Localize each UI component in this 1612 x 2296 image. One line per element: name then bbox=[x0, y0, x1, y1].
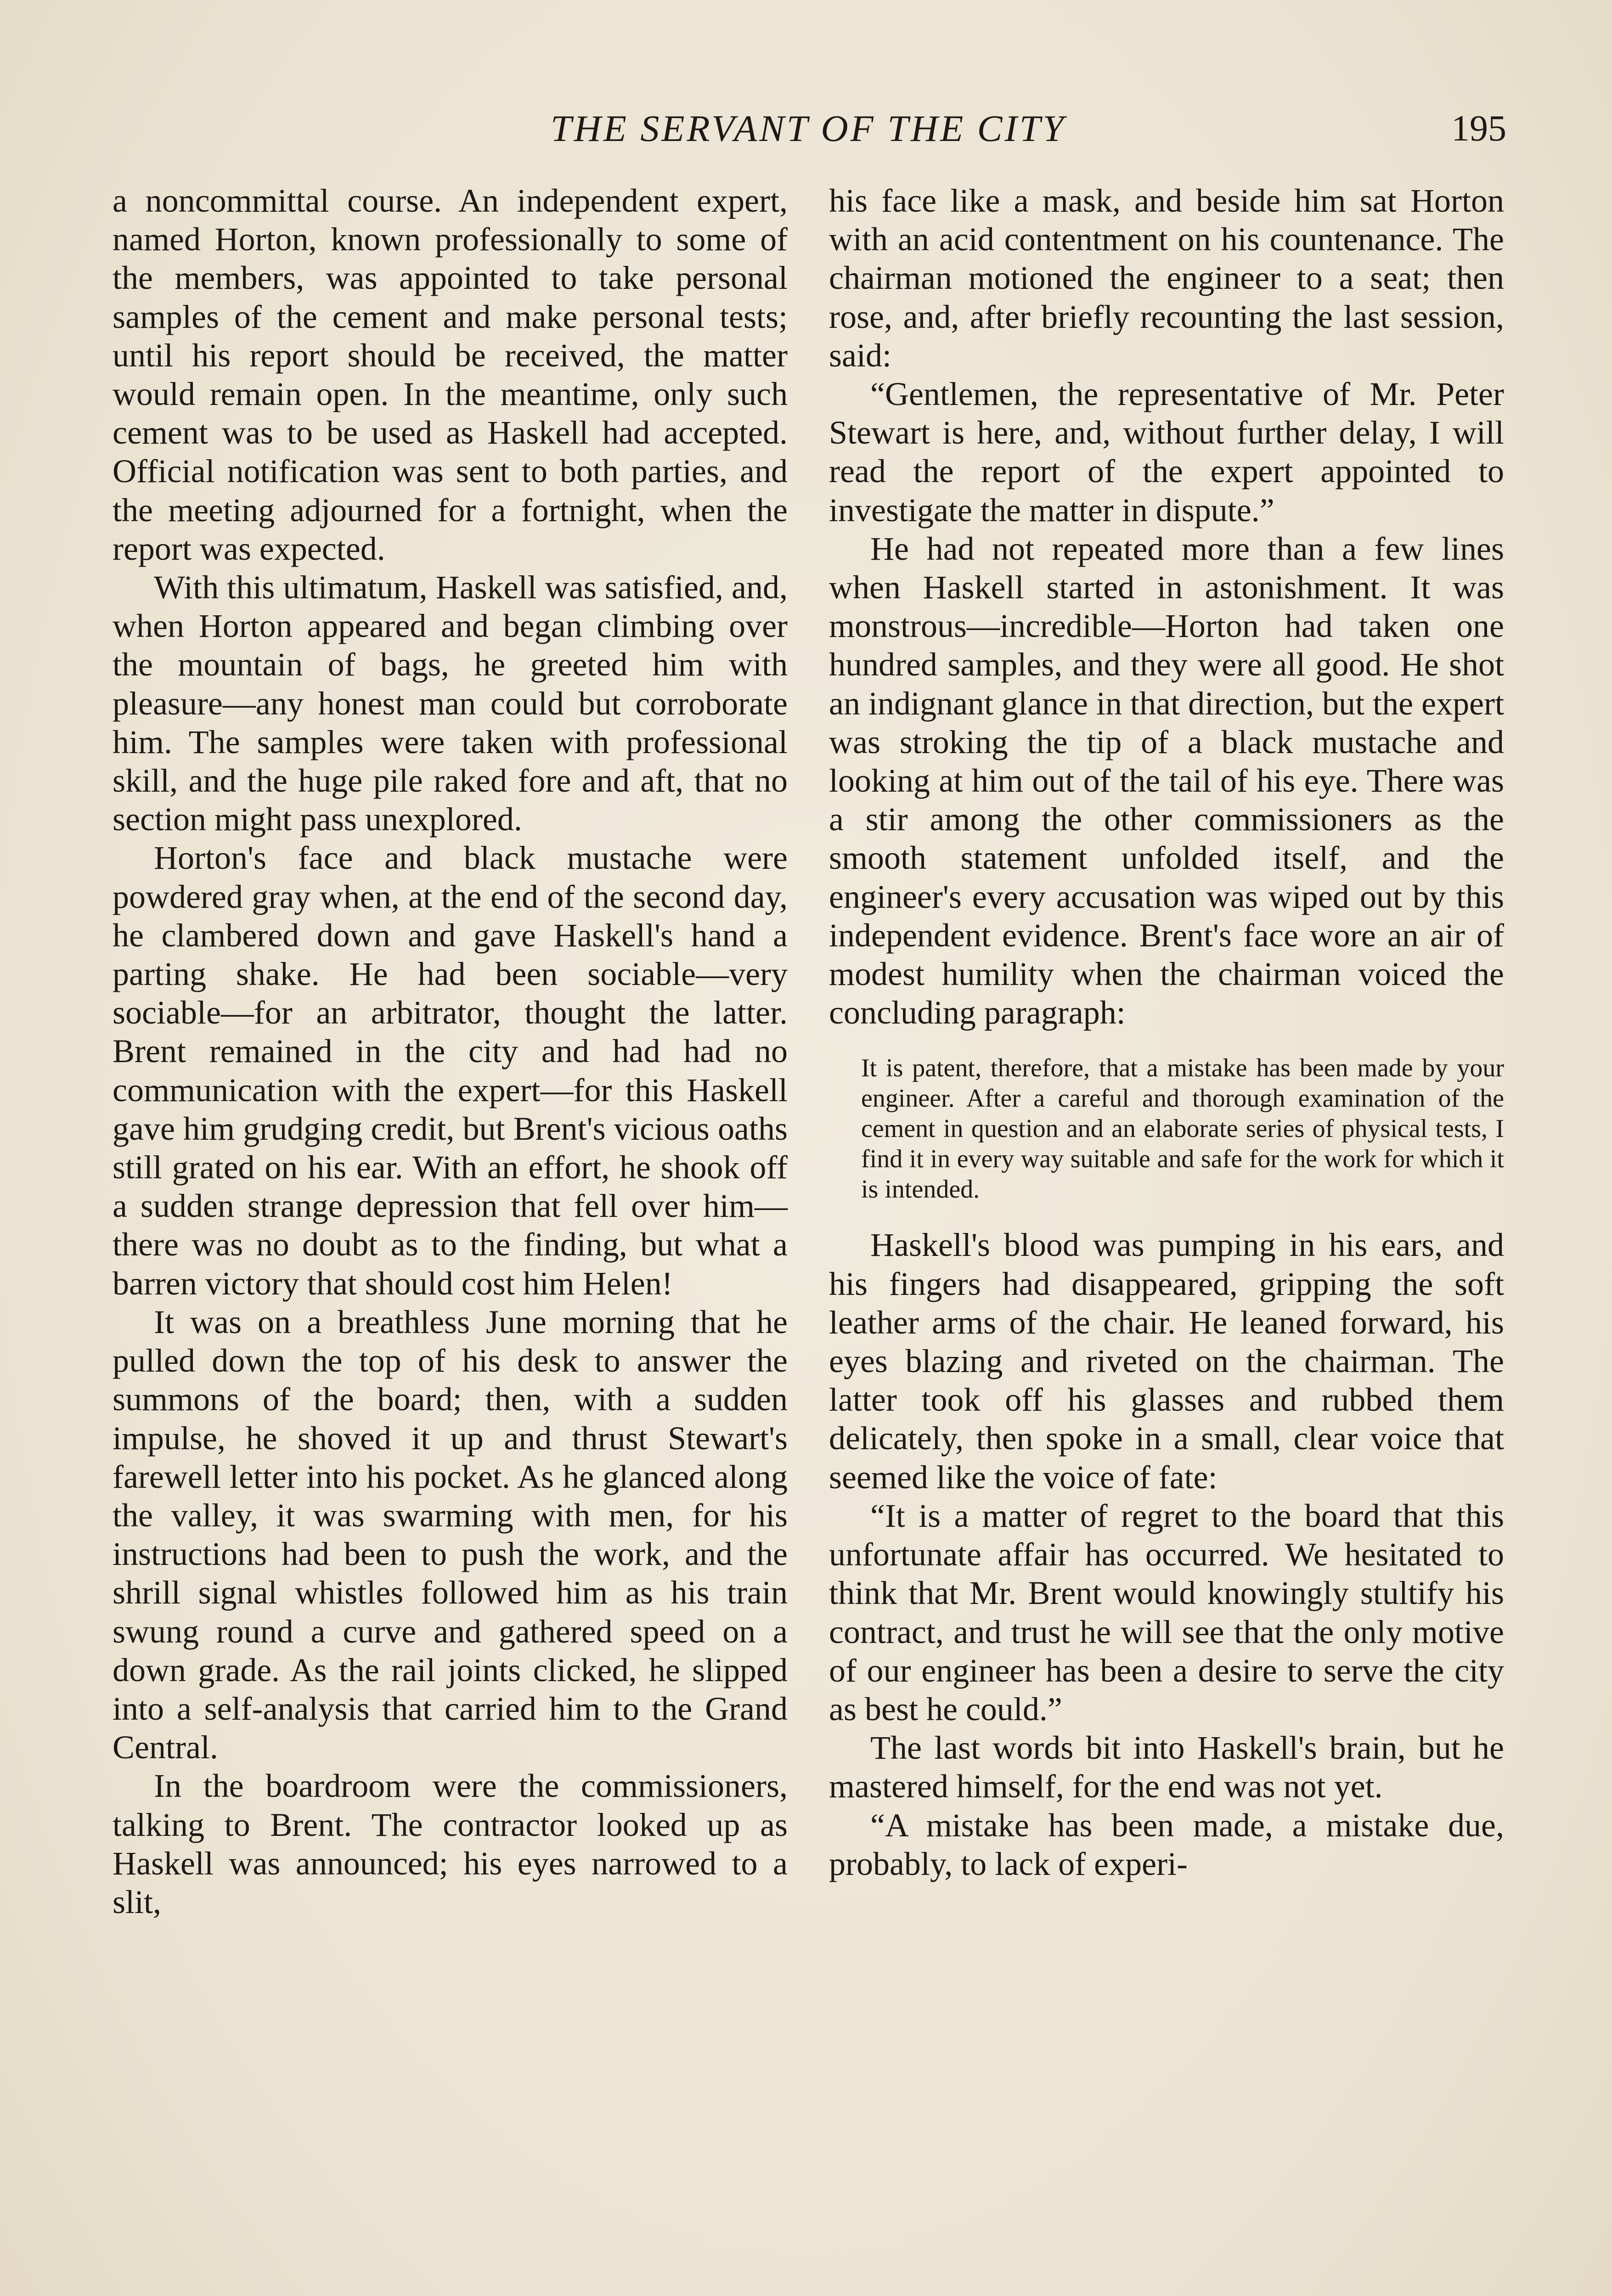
paragraph: a noncommittal course. An independent expert, named Horton, known professionally to some of the members, was appointed to take personal samples of the cement and make personal tests; until his report should be received, the matter would remain open. In the meantime, only such cement was to be used as Haskell had accepted. Official notification was sent to both parties, and the meeting adjourned for a fortnight, when the report was expected. bbox=[113, 182, 788, 567]
left-column bbox=[113, 181, 788, 1921]
paragraph: The last words bit into Haskell's brain, but he mastered himself, for the end was not yet. bbox=[829, 1729, 1504, 1805]
right-column bbox=[829, 181, 1504, 1883]
running-title: THE SERVANT OF THE CITY bbox=[551, 107, 1066, 149]
paragraph: “A mistake has been made, a mistake due, probably, to lack of experi- bbox=[829, 1806, 1504, 1882]
quote-text: It is patent, therefore, that a mistake has been made by your engineer. After a careful and thorough examination of the cement in question and an elaborate series of physical tests, I find it in every way suitable and safe for the work for which it is intended. bbox=[861, 1054, 1504, 1204]
paragraph: Haskell's blood was pumping in his ears, and his fingers had disappeared, gripping the soft leather arms of the chair. He leaned forward, his eyes blazing and riveted on the chairman. The latter took off his glasses and rubbed them delicately, then spoke in a small, clear voice that seemed like the voice of fate: bbox=[829, 1227, 1504, 1496]
paragraph: “It is a matter of regret to the board that this unfortunate affair has occurred. We hesitated to think that Mr. Brent would knowingly stultify his contract, and trust he will see that the only motive of our engineer has been a desire to serve the city as best he could.” bbox=[829, 1497, 1504, 1728]
paragraph: “Gentlemen, the representative of Mr. Peter Stewart is here, and, without further delay, I will read the report of the expert appointed to investigate the matter in dispute.” bbox=[829, 376, 1504, 529]
page-number: 195 bbox=[1451, 108, 1506, 149]
paragraph: It was on a breathless June morning that he pulled down the top of his desk to answer the summons of the board; then, with a sudden impulse, he shoved it up and thrust Stewart's farewell letter into his pocket. As he glanced along the valley, it was swarming with men, for his instructions had been to push the work, and the shrill signal whistles followed him as his train swung round a curve and gathered speed on a down grade. As the rail joints clicked, he slipped into a self-analysis that carried him to the Grand Central. bbox=[113, 1303, 788, 1766]
running-head bbox=[110, 99, 1506, 158]
paragraph: He had not repeated more than a few lines when Haskell started in astonishment. It was monstrous—incredible—Horton had taken one hundred samples, and they were all good. He shot an indignant glance in that direction, but the expert was stroking the tip of a black mustache and looking at him out of the tail of his eye. There was a stir among the other commissioners as the smooth statement unfolded itself, and the engineer's every accusation was wiped out by this independent evidence. Brent's face wore an air of modest humility when the chairman voiced the concluding paragraph: bbox=[829, 530, 1504, 1031]
report-quote bbox=[829, 1053, 1504, 1204]
paragraph: his face like a mask, and beside him sat Horton with an acid contentment on his countenance. The chairman motioned the engineer to a seat; then rose, and, after briefly recounting the last session, said: bbox=[829, 182, 1504, 374]
paragraph: In the boardroom were the commissioners, talking to Brent. The contractor looked up as Haskell was announced; his eyes narrowed to a slit, bbox=[113, 1767, 788, 1920]
paragraph: Horton's face and black mustache were powdered gray when, at the end of the second day, he clambered down and gave Haskell's hand a parting shake. He had been sociable—very sociable—for an arbitrator, thought the latter. Brent remained in the city and had had no communication with the expert—for this Haskell gave him grudging credit, but Brent's vicious oaths still grated on his ear. With an effort, he shook off a sudden strange depression that fell over him—there was no doubt as to the finding, but what a barren victory that should cost him Helen! bbox=[113, 839, 788, 1302]
paragraph: With this ultimatum, Haskell was satisfied, and, when Horton appeared and began climbing over the mountain of bags, he greeted him with pleasure—any honest man could but corroborate him. The samples were taken with professional skill, and the huge pile raked fore and aft, that no section might pass unexplored. bbox=[113, 569, 788, 838]
